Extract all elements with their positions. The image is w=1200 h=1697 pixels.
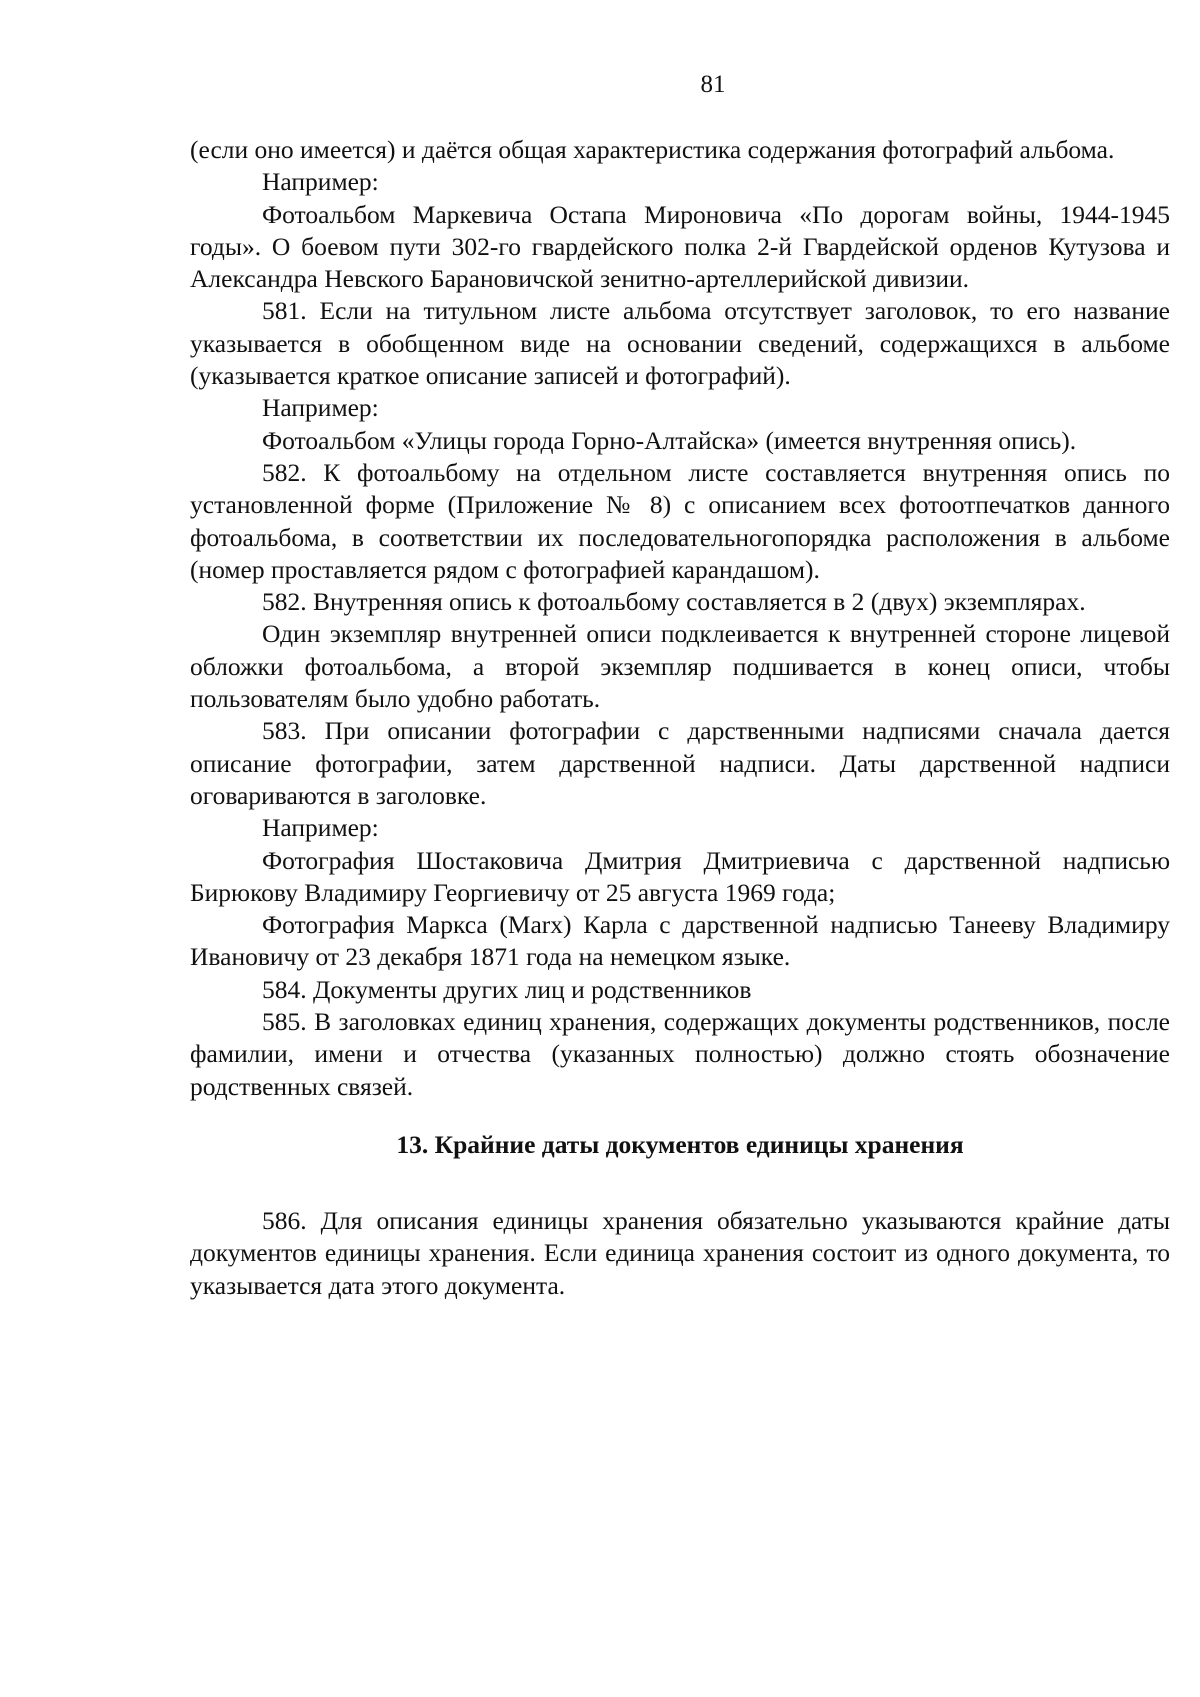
paragraph: Фотоальбом «Улицы города Горно-Алтайска» (имеется внутренняя опись).: [262, 425, 1077, 455]
paragraph: Фотография Маркса (Marx) Карла с дарственной надписью Танееву Владимиру Ивановичу от 23 декабря 1871 года на немецком языке.: [190, 910, 1170, 972]
paragraph: Например:: [262, 813, 379, 843]
paragraph: 586. Для описания единицы хранения обязательно указываются крайние даты документов единицы хранения. Если единица хранения состоит из одного документа, то указывается дата этого документа.: [190, 1205, 1170, 1300]
paragraph: 582. Внутренняя опись к фотоальбому составляется в 2 (двух) экземплярах.: [262, 587, 1086, 617]
paragraph: 581. Если на титульном листе альбома отсутствует заголовок, то его название указывается в обобщенном виде на основании сведений, содержащихся в альбоме (указывается краткое описание записей и фотографий).: [190, 296, 1170, 391]
paragraph: 583. При описании фотографии с дарственными надписями сначала дается описание фотографии, затем дарственной надписи. Даты дарственной надписи оговариваются в заголовке.: [190, 716, 1170, 810]
paragraph: Например:: [262, 393, 379, 423]
paragraph: 585. В заголовках единиц хранения, содержащих документы родственников, после фамилии, имени и отчества (указанных полностью) должно стоять обозначение родственных связей.: [190, 1007, 1170, 1101]
paragraph: Фотоальбом Маркевича Остапа Мироновича «По дорогам войны, 1944-1945 годы». О боевом пути 302-го гвардейского полка 2-й Гвардейской орденов Кутузова и Александра Невского Барановичской зенитно-артеллерийской дивизии.: [190, 199, 1170, 294]
paragraph: 582. К фотоальбому на отдельном листе составляется внутренняя опись по установленной форме (Приложение № 8) с описанием всех фотоотпечатков данного фотоальбома, в соответствии их последовательногопорядка расположения в альбоме (номер проставляется рядом с фотографией карандашом).: [190, 457, 1170, 584]
paragraph: Например:: [262, 167, 379, 197]
paragraphs-after-heading: [190, 1205, 1170, 1302]
document-body: [190, 134, 1170, 1302]
paragraph: Один экземпляр внутренней описи подклеивается к внутренней стороне лицевой обложки фотоальбома, а второй экземпляр подшивается в конец описи, чтобы пользователям было удобно работать.: [190, 619, 1170, 714]
paragraph: Фотография Шостаковича Дмитрия Дмитриевича с дарственной надписью Бирюкову Владимиру Георгиевичу от 25 августа 1969 года;: [190, 845, 1170, 907]
paragraph: 584. Документы других лиц и родственников: [262, 974, 752, 1004]
section-heading: 13. Крайние даты документов единицы хранения: [396, 1129, 964, 1159]
page-number: 81: [700, 71, 726, 98]
paragraph: (если оно имеется) и даётся общая характеристика содержания фотографий альбома.: [190, 135, 1115, 164]
paragraphs-before-heading: [190, 134, 1170, 1103]
